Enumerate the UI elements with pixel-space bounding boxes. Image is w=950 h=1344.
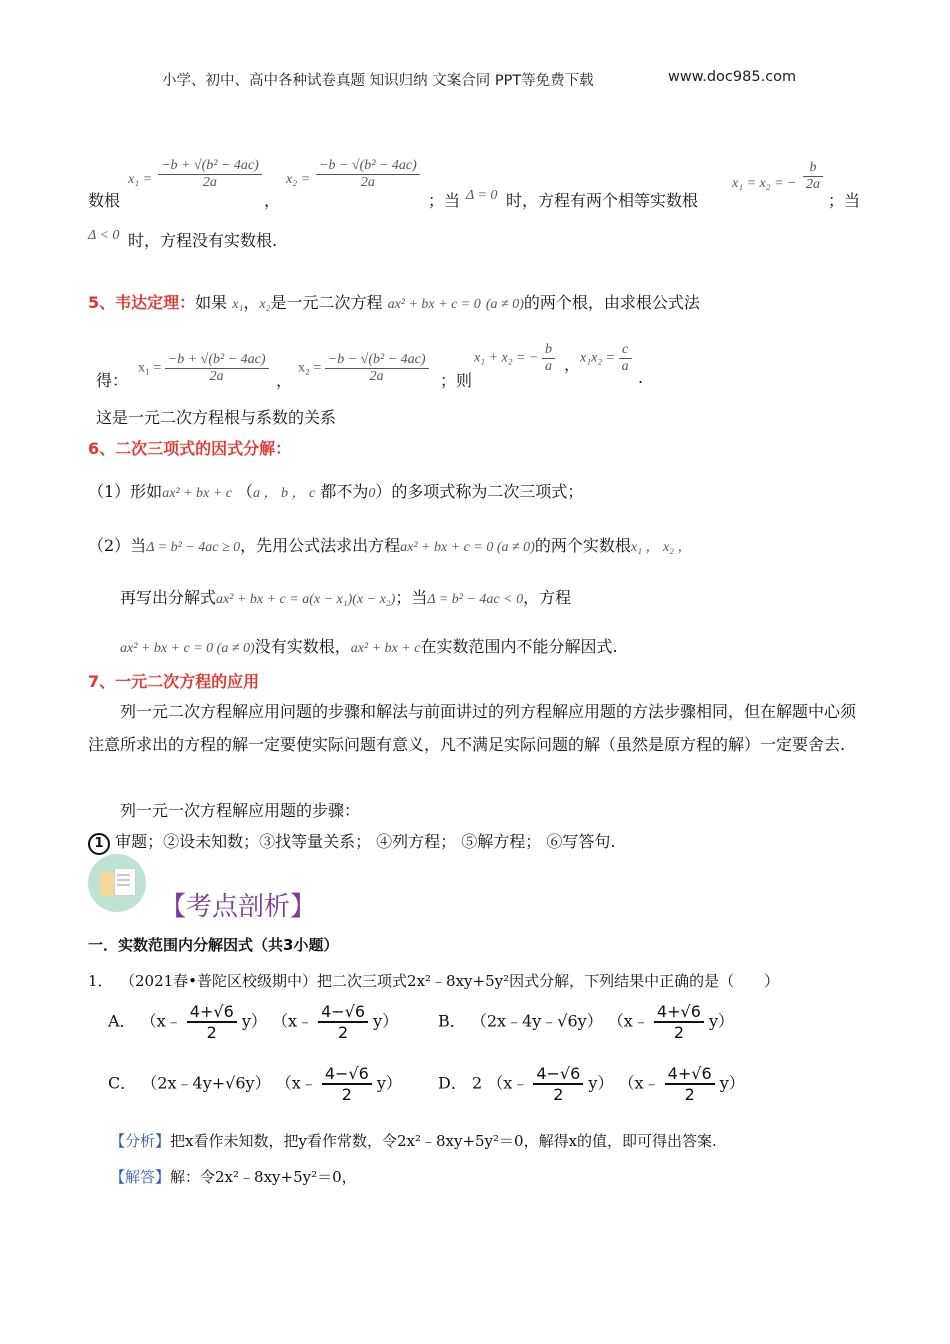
d-frac2-num: 4+√6 — [665, 1064, 715, 1085]
d-frac2-den: 2 — [684, 1085, 695, 1104]
x1-formula — [158, 158, 262, 191]
c-first-factor: （2x﹣4y+√6y） — [141, 1073, 271, 1093]
section-title: 【考点剖析】 — [160, 892, 317, 922]
vieta-x2-den: 2a — [369, 369, 384, 384]
a-frac2-num: 4−√6 — [318, 1002, 368, 1023]
item1-paren: （ — [237, 482, 254, 501]
when-text: ；当 — [428, 191, 461, 210]
prod-lhs: x₁x₂ = — [580, 350, 616, 366]
step1-circle: 1 — [88, 833, 110, 855]
application-title: 7、一元二次方程的应用 — [88, 672, 260, 691]
vieta-comma-2: ， — [564, 355, 581, 374]
vieta-x1-formula — [138, 352, 269, 385]
c-close: y） — [376, 1073, 402, 1093]
a-frac1-num: 4+√6 — [187, 1002, 237, 1023]
x2-denominator: 2a — [360, 175, 375, 190]
d-open2: （x﹣ — [618, 1073, 660, 1093]
steps-text: 审题；②设未知数；③找等量关系； ④列方程； ⑤解方程； ⑥写答句. — [115, 832, 616, 851]
vieta-x2: x₂ — [259, 297, 271, 312]
steps-line — [88, 829, 615, 855]
factor-title: 6、二次三项式的因式分解： — [88, 439, 292, 458]
vieta-x2-num: −b − √(b² − 4ac) — [325, 352, 429, 369]
when-text-2: ；当 — [828, 191, 861, 210]
line4-eq: ax² + bx + c = 0 (a ≠ 0) — [120, 641, 255, 656]
item2-pre: （2）当 — [88, 536, 147, 555]
b-num: b — [803, 160, 823, 177]
vieta-cond: (a ≠ 0) — [485, 297, 524, 312]
vieta-relation: 这是一元二次方程根与系数的关系 — [96, 408, 337, 427]
d-close2: y） — [719, 1073, 745, 1093]
x1-numerator: −b + √(b² − 4ac) — [158, 158, 262, 175]
vieta-title: 5、韦达定理： — [88, 293, 196, 312]
item2-mid: ，先用公式法求出方程 — [240, 536, 401, 555]
analysis-tag: 【分析】 — [110, 1132, 171, 1150]
d-close1: y） — [588, 1073, 614, 1093]
x1-label: x₁ = — [128, 172, 153, 187]
section-heading: 一．实数范围内分解因式（共3小题） — [88, 936, 339, 954]
x2-numerator: −b − √(b² − 4ac) — [316, 158, 420, 175]
vieta-sep: ， — [243, 293, 260, 312]
factor-line4 — [120, 634, 618, 657]
header-url[interactable]: www.doc985.com — [668, 69, 797, 85]
section-badge-icon — [88, 854, 146, 912]
sum-lhs: x₁ + x₂ = − — [474, 350, 539, 366]
prod-c: c — [619, 342, 632, 359]
x1x2-equal: x₁ = x₂ = − — [732, 176, 797, 191]
option-c-label: C． — [108, 1073, 137, 1093]
factor-item1 — [88, 479, 583, 502]
line4-mid: 没有实数根， — [254, 637, 351, 656]
option-d-label: D． — [438, 1073, 467, 1093]
vieta-comma: ， — [276, 371, 293, 390]
vieta-x1: x₁ — [232, 297, 244, 312]
a-open1: （x﹣ — [140, 1011, 182, 1031]
item2-eq: ax² + bx + c = 0 (a ≠ 0) — [400, 540, 535, 555]
vieta-line — [88, 290, 700, 313]
item1-zero: 0 — [368, 486, 376, 501]
d-open1: （x﹣ — [487, 1073, 529, 1093]
sum-a: a — [545, 359, 553, 374]
2a-den: 2a — [806, 177, 820, 192]
answer-text: 解：令2x²﹣8xy+5y²＝0， — [170, 1168, 357, 1186]
x1-denominator: 2a — [202, 175, 217, 190]
line4-expr: ax² + bx + c — [350, 641, 421, 656]
delta-negative: Δ < 0 — [88, 228, 120, 243]
option-d[interactable] — [438, 1064, 745, 1104]
roots-prefix: 数根 — [88, 191, 121, 210]
item2-roots: x₁ ， x₂ ， — [630, 540, 692, 555]
item1-not0: 都不为 — [320, 482, 369, 501]
application-paragraph: 列一元二次方程解应用问题的步骤和解法与前面讲过的列方程解应用题的方法步骤相同，但在解题中心须注意所求出的方程的解一定要使实际问题有意义，凡不满足实际问题的解（虽然是原方程的解）一定要舍去. — [88, 702, 857, 754]
d-frac1-den: 2 — [553, 1085, 564, 1104]
b-frac-num: 4+√6 — [654, 1002, 704, 1023]
b-frac-den: 2 — [673, 1023, 684, 1042]
item1-pre: （1）形如 — [88, 482, 163, 501]
vieta-period: . — [638, 368, 644, 387]
question-stem: （2021春•普陀区校级期中）把二次三项式2x²﹣8xy+5y²因式分解，下列结果中正确的是（ ） — [120, 972, 780, 990]
x2-label: x₂ = — [286, 172, 311, 187]
item1-post: ）的多项式称为二次三项式； — [375, 482, 584, 501]
vieta-text3: 的两个根，由求根公式法 — [523, 293, 700, 312]
b-open: （x﹣ — [607, 1011, 649, 1031]
steps-intro: 列一元一次方程解应用题的步骤： — [120, 801, 361, 820]
answer-tag: 【解答】 — [110, 1168, 171, 1186]
item2-delta: Δ = b² − 4ac ≥ 0 — [146, 540, 241, 555]
a-frac1-den: 2 — [206, 1023, 217, 1042]
c-frac-den: 2 — [341, 1085, 352, 1104]
a-frac2-den: 2 — [338, 1023, 349, 1042]
option-b-label: B． — [438, 1011, 466, 1031]
line3-delta: Δ = b² − 4ac < 0 — [427, 592, 524, 607]
vieta-x1-den: 2a — [209, 369, 224, 384]
comma: ， — [264, 191, 281, 210]
b-over-2a — [803, 160, 823, 193]
analysis-line — [110, 1130, 717, 1151]
vieta-x1-label: x₁ = — [138, 360, 162, 376]
b-close: y） — [708, 1011, 735, 1031]
c-frac-num: 4−√6 — [322, 1064, 372, 1085]
option-a-label: A． — [108, 1011, 136, 1031]
vieta-text2: 是一元二次方程 — [270, 293, 383, 312]
option-c[interactable] — [108, 1064, 402, 1104]
answer-line — [110, 1166, 357, 1187]
no-real-roots-text: 时，方程没有实数根. — [128, 231, 278, 250]
c-open: （x﹣ — [275, 1073, 317, 1093]
line3-expr: ax² + bx + c = a(x − x₁)(x − x₂) — [216, 592, 396, 607]
de-text: 得： — [96, 371, 129, 390]
item2-post: 的两个实数根 — [534, 536, 631, 555]
vieta-equation: ax² + bx + c = 0 — [387, 297, 481, 312]
analysis-text: 把x看作未知数，把y看作常数，令2x²﹣8xy+5y²＝0，解得x的值，即可得出答案. — [170, 1132, 717, 1150]
vieta-text1: 如果 — [195, 293, 228, 312]
item1-abc: a ， b ， c — [253, 486, 316, 501]
option-b[interactable] — [438, 1002, 734, 1042]
line4-post: 在实数范围内不能分解因式. — [420, 637, 618, 656]
vieta-x2-formula — [298, 352, 429, 385]
b-first-factor: （2x﹣4y﹣√6y） — [470, 1011, 603, 1031]
a-open2: （x﹣ — [271, 1011, 314, 1031]
equal-roots-text: 时，方程有两个相等实数根 — [506, 191, 699, 210]
vieta-x2-label: x₂ = — [298, 360, 322, 376]
d-frac1-num: 4−√6 — [533, 1064, 583, 1085]
vieta-sum — [474, 342, 555, 375]
vieta-x1-num: −b + √(b² − 4ac) — [165, 352, 269, 369]
delta-zero: Δ = 0 — [466, 188, 498, 203]
option-a[interactable] — [108, 1002, 398, 1042]
line3-post: ，方程 — [523, 588, 572, 607]
vieta-product — [580, 342, 632, 375]
a-close2: y） — [373, 1011, 399, 1031]
line3-mid: ；当 — [395, 588, 428, 607]
item1-expr: ax² + bx + c — [162, 486, 232, 501]
factor-item2 — [88, 533, 692, 556]
a-close1: y） — [241, 1011, 267, 1031]
ze-text: ；则 — [440, 371, 473, 390]
line3-pre: 再写出分解式 — [120, 588, 217, 607]
factor-line3 — [120, 585, 571, 608]
prod-a: a — [621, 359, 629, 374]
header-text: 小学、初中、高中各种试卷真题 知识归纳 文案合同 PPT等免费下载 — [162, 73, 594, 89]
d-coef: 2 — [471, 1073, 483, 1093]
sum-b: b — [542, 342, 555, 359]
x2-formula — [316, 158, 420, 191]
question-number: 1． — [88, 972, 113, 990]
